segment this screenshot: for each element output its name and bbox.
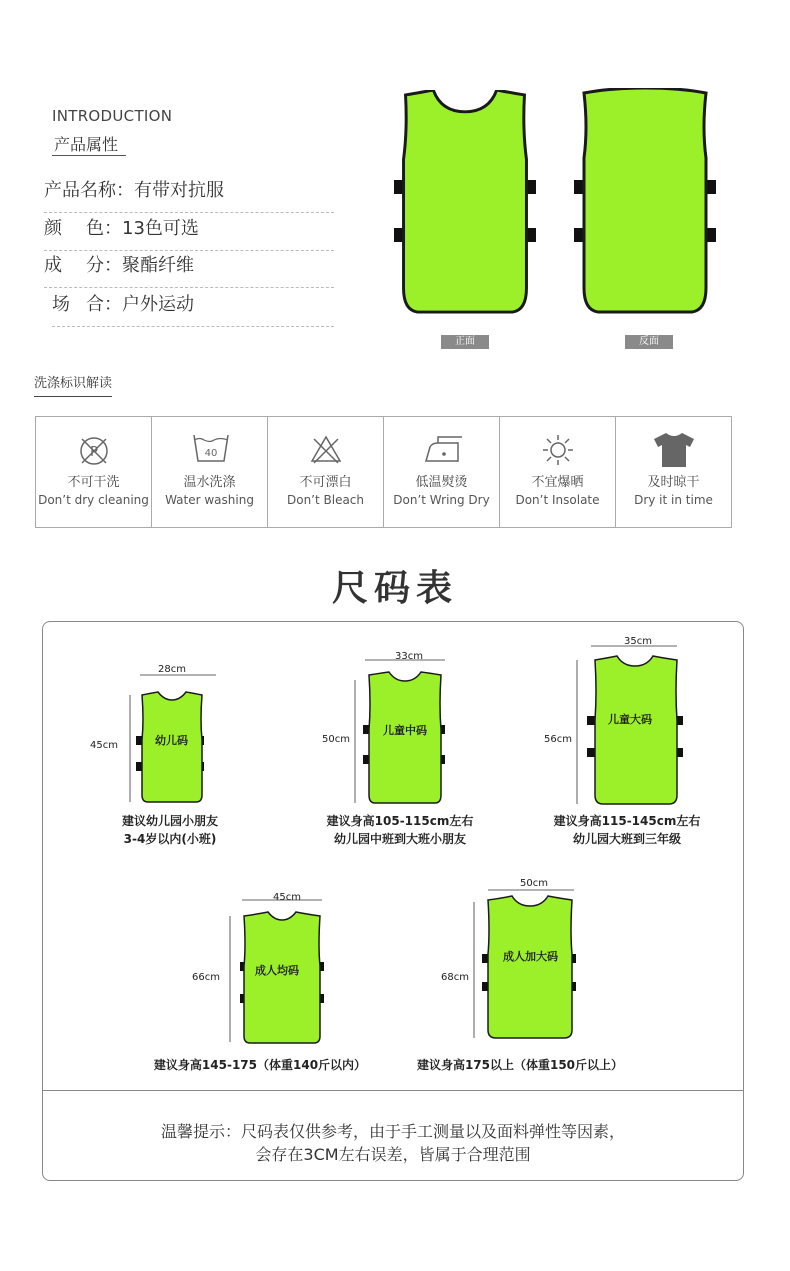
attribute-row-material: 成分：聚酯纤维 [44,249,334,288]
no-bleach-icon [268,431,383,469]
attribute-value: 有带对抗服 [134,180,224,201]
size-xs-name: 幼儿码 [155,734,188,747]
size-s-name: 儿童中码 [383,724,427,737]
wash-item-en: Don’t Insolate [515,493,600,507]
attribute-value: 聚酯纤维 [122,255,194,276]
washing-grid [35,416,737,528]
size-xs-note2: 3-4岁以内(小班) [123,832,217,846]
size-m-name: 儿童大码 [608,713,652,726]
attribute-row-name: 产品名称：有带对抗服 [44,174,334,213]
washing-title: 洗涤标识解读 [34,376,113,391]
size-chart-title: 尺码表 [331,568,458,609]
size-m-note1: 建议身高115-145cm左右 [553,814,701,828]
wash-item-zh: 温水洗涤 [183,475,236,490]
wash-item-zh: 不可干洗 [67,475,120,490]
wash-item-en: Don’t Bleach [286,493,365,507]
wash-item-water-wash [151,416,268,528]
size-xl-name: 成人加大码 [503,950,558,963]
wash-item-iron-low [383,416,500,528]
intro-heading-zh: 产品属性 [54,135,119,154]
wash-item-en: Don’t Wring Dry [393,493,490,507]
attribute-label: 产品名称 [44,180,116,201]
size-s-height: 50cm [322,734,350,745]
wash-item-zh: 不宜爆晒 [531,475,584,490]
wash-item-zh: 及时晾干 [647,475,700,490]
size-xl-width: 50cm [520,878,548,889]
attribute-row-occasion: 场合：户外运动 [52,288,334,327]
wash-item-no-bleach [267,416,384,528]
intro-underline [52,155,126,156]
wash-item-no-dry-clean [35,416,152,528]
size-l-name: 成人均码 [255,964,299,977]
attribute-value: 13色可选 [122,218,199,239]
size-m-note2: 幼儿园大班到三年级 [572,832,681,846]
size-l-note1: 建议身高145-175（体重140斤以内） [153,1058,367,1072]
tip-line-1: 温馨提示：尺码表仅供参考，由于手工测量以及面料弹性等因素， [160,1122,625,1141]
wash-item-zh: 低温熨烫 [415,475,468,490]
front-view-label: 正面 [441,335,489,349]
no-sun-icon [500,431,615,469]
size-xs-note1: 建议幼儿园小朋友 [121,814,218,828]
iron-low-icon [384,431,499,469]
attribute-row-color: 颜色：13色可选 [44,212,334,251]
water-wash-40-icon [152,431,267,469]
wash-item-dry [615,416,732,528]
washing-underline [34,396,112,397]
size-xl-height: 68cm [441,972,469,983]
wash-item-zh: 不可漂白 [299,475,352,490]
size-xs-height: 45cm [90,740,118,751]
size-xs-width: 28cm [158,664,186,675]
wash-item-no-sun [499,416,616,528]
wash-item-en: Water washing [165,493,254,507]
wash-tub-text: 40 [204,448,218,459]
back-view-label: 反面 [625,335,673,349]
wash-item-en: Dry it in time [634,493,713,507]
svg-text:P: P [90,445,98,460]
wash-item-en: Don’t dry cleaning [38,493,149,507]
size-chart-divider [42,1090,744,1091]
tshirt-icon [616,431,731,469]
tip-line-2: 会存在3CM左右误差，皆属于合理范围 [255,1145,531,1164]
attribute-label: 场合 [52,294,104,315]
size-s-width: 33cm [395,651,423,662]
intro-heading-en: INTRODUCTION [52,107,173,125]
size-l-width: 45cm [273,892,301,903]
vest-front-image [390,88,540,320]
vest-back-image [570,88,720,320]
no-dry-clean-icon [36,431,151,469]
size-xl-note1: 建议身高175以上（体重150斤以上） [416,1058,624,1072]
attribute-value: 户外运动 [122,294,194,315]
attribute-label: 成分 [44,255,104,276]
size-l-height: 66cm [192,972,220,983]
attribute-label: 颜色 [44,218,104,239]
size-s-note1: 建议身高105-115cm左右 [326,814,474,828]
size-m-height: 56cm [544,734,572,745]
size-s-note2: 幼儿园中班到大班小朋友 [333,832,466,846]
size-m-width: 35cm [624,636,652,647]
